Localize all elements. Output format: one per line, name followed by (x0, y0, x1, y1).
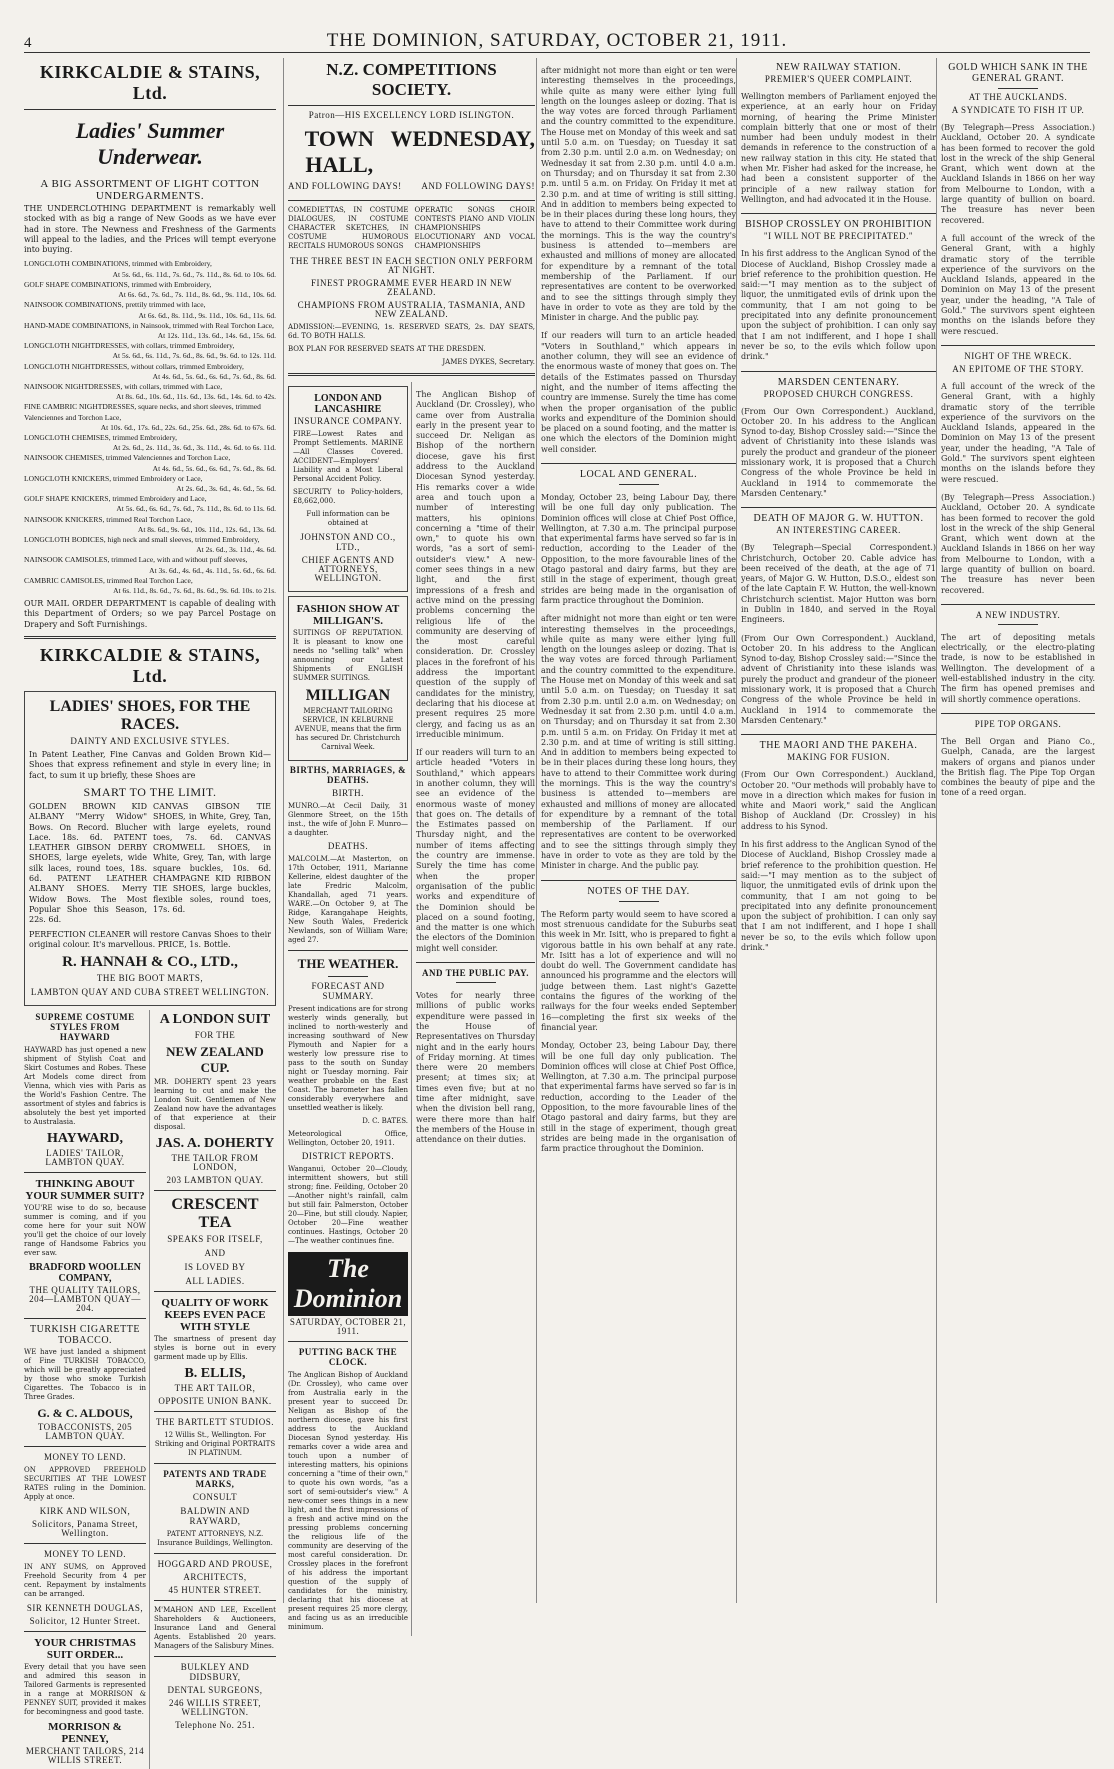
underwear-item-name: HAND-MADE COMBINATIONS, in Nainsook, trimmed with Real Torchon Lace, (24, 320, 274, 330)
railway-text: Wellington members of Parliament enjoyed the experience, at an early hour on Friday morning, of hearing the Prime Minister complain bitterly that one or most of their number had been unduly modest in their demands in reference to the construction of a new railway station in this city. He stated that when Mr. Fisher had asked for the increase, he had been a consistent supporter of the principle of a new railway station for Wellington, and had advocated it in the House. (741, 92, 936, 204)
doherty-sub: THE TAILOR FROM LONDON, (171, 1153, 259, 1173)
shoes-ad (24, 691, 276, 1006)
underwear-intro: THE UNDERCLOTHING DEPARTMENT is remarkably well stocked with as big a range of New Goods as we have ever had in store. The Newness and Freshness of the Garments will appeal to the ladies, and the Prices will tempt everyone into buying. (24, 204, 276, 255)
tea-and: AND (204, 1248, 226, 1259)
underwear-item-name: LONGCLOTH KNICKERS, trimmed Embroidery or Lace, (24, 473, 203, 483)
shoes-tagline: SMART TO THE LIMIT. (83, 784, 217, 799)
summer-suit-text: YOU'RE wise to do so, because summer is coming, and if you come here for your suit NOW you'll get the choice of our lovely range of Handsome Fabrics you ever saw. (24, 1204, 146, 1258)
hayward-sub: LADIES' TAILOR, LAMBTON QUAY. (45, 1148, 125, 1168)
aldous-firm: G. & C. ALDOUS, (37, 1406, 133, 1421)
bartlett-text: 12 Willis St., Wellington. For Striking and Original PORTRAITS IN PLATINUM. (154, 1431, 276, 1458)
birth-heading: BIRTH. (332, 788, 364, 798)
insurance-info: Full information can be obtained at (306, 510, 390, 527)
hutton-sub: AN INTERESTING CAREER. (776, 525, 901, 536)
railway-heading: NEW RAILWAY STATION. (775, 62, 902, 73)
costume-heading: SUPREME COSTUME STYLES FROM HAYWARD (35, 1012, 135, 1043)
crossley-article-extra: If our readers will turn to an article headed "Voters in Southland," which appears in another column, they will see an evidence of the enormous waste of money that goes on. The details of the Estimates passed on Thursday night, and the number of items affecting the country are immense. Surely the time has come when the proper organisation of the public works and expenditure of the Dominion should be placed on a sound footing, and the matter is one which the electors of the Dominion might well consider. (416, 748, 535, 953)
events-left: COMEDIETTAS, IN COSTUME DIALOGUES, IN COSTUME CHARACTER SKETCHES, IN COSTUME HUMOROUS RECITALS HUMOROUS SONGS (288, 206, 409, 250)
bulkley-phone: Telephone No. 251. (175, 1720, 255, 1731)
notes-day-text: The Reform party would seem to have scored a most strenuous candidate for the Suburbs seat this week in Mr. Isitt, who is prepared to fight a vigorous battle in his own behalf at any rate. Mr. Isitt has a lot of experience and will no doubt do well. The Government candidate has announced his programme and the electors will judge between them. Last night's Gazette contains the figures of the working of the railways for the four weeks ended September 16—completing the first six weeks of the financial year. (541, 909, 736, 1032)
money-text-1: ON APPROVED FREEHOLD SECURITIES AT THE LOWEST RATES ruling in the Dominion. Apply at once. (24, 1466, 146, 1502)
underwear-item-price: At 10s. 6d., 17s. 6d., 22s. 6d., 25s. 6d., 28s. 6d. to 67s. 6d. (100, 422, 276, 432)
underwear-item (24, 494, 276, 514)
railway-sub: PREMIER'S QUEER COMPLAINT. (764, 74, 913, 84)
society-patron: Patron—HIS EXCELLENCY LORD ISLINGTON. (308, 110, 515, 120)
underwear-item (24, 341, 276, 361)
hayward-name: HAYWARD, (46, 1131, 124, 1147)
hannah-firm: R. HANNAH & CO., LTD., (62, 954, 238, 971)
insurance-title: LONDON AND LANCASHIRE (314, 393, 382, 415)
underwear-item-price: At 5s. 6d., 6s. 11d., 7s. 6d., 7s. 11d., 8s. 6d. to 10s. 6d. (112, 269, 276, 279)
weather-text: Present indications are for strong westerly winds generally, but inclined to north-westerly and increasing southward of New Plymouth and Napier for a westerly low pressure rise to pass to the south on Sunday night or Tuesday morning. Fair weather probable on the East Coast. The barometer has fallen considerably everywhere and unsettled weather is likely. (288, 1005, 408, 1112)
underwear-item-name: NAINSOOK CAMISOLES, trimmed Lace, with and without puff sleeves, (24, 555, 248, 565)
underwear-item-price: At 5s. 6d., 6s. 11d., 7s. 6d., 8s. 6d., 9s. 6d. to 12s. 11d. (112, 351, 276, 361)
underwear-item-name: CAMBRIC CAMISOLES, trimmed Real Torchon Lace, (24, 575, 193, 585)
ellis-sub: THE ART TAILOR, (174, 1383, 256, 1394)
london-for: FOR THE (194, 1030, 236, 1041)
admission: ADMISSION:—EVENING, 1s. RESERVED SEATS, 2s. DAY SEATS, 6d. TO BOTH HALLS. (288, 323, 535, 340)
insurance-ad (288, 386, 408, 592)
underwear-item-name: NAINSOOK KNICKERS, trimmed Real Torchon Lace, (24, 514, 193, 524)
page-masthead (24, 30, 1090, 53)
tobacco-heading: TURKISH CIGARETTE TOBACCO. (30, 1324, 140, 1347)
gold-sub-2: A SYNDICATE TO FISH IT UP. (951, 105, 1085, 115)
page-title: THE DOMINION, SATURDAY, OCTOBER 21, 1911. (326, 30, 788, 51)
kirk-wilson: KIRK AND WILSON, (39, 1506, 131, 1517)
tea-loved: IS LOVED BY (184, 1262, 246, 1273)
weather-heading: THE WEATHER. (297, 956, 399, 971)
underwear-heading: Ladies' Summer Underwear. (75, 118, 225, 169)
society-title: N.Z. COMPETITIONS SOCIETY. (326, 60, 497, 99)
maori-text-2: In his first address to the Anglican Synod of the Diocese of Auckland, Bishop Crossley made a brief reference to the prohibition question. He said:—"I may mention as to the subject of liquor, the unmitigated evils of drink upon the community, that I am not going to be precipitated into any definite pronouncement upon the subject of prohibition. I can only say that I am not indifferent, and I hope I shall never be so, to the evils which follow upon drink." (741, 840, 936, 952)
hutton-text: (By Telegraph—Special Correspondent.) Christchurch, October 20. Cable advice has been received of the death, at the age of 71 years, of Major G. W. Hutton, D.S.O., eldest son of the late Captain F. W. Hutton, the well-known Christchurch scientist. Major Hutton was born in Dublin in 1840, and served in the Royal Engineers. (741, 543, 936, 625)
hoggard-sub: ARCHITECTS, (183, 1572, 247, 1583)
shoes-title: LADIES' SHOES, FOR THE RACES. (49, 698, 251, 734)
baldwin-firm: BALDWIN AND RAYWARD, (180, 1506, 250, 1527)
shoes-intro: In Patent Leather, Fine Canvas and Golden Brown Kid—Shoes that express refinement and style in every line; in fact, to sum it up briefly, these Shoes are (29, 750, 271, 780)
gold-text-2: A full account of the wreck of the General Grant, with a highly dramatic story of the terrible experience of the survivors on the Auckland Islands, appeared in the Dominion on May 13 of the present year, under the heading, "A Tale of Gold." The survivors spent eighteen months on the islands before they were rescued. (941, 233, 1095, 336)
district-heading: DISTRICT REPORTS. (301, 1151, 395, 1161)
douglas-sub: Solicitor, 12 Hunter Street. (29, 1616, 141, 1627)
underwear-item (24, 300, 276, 320)
gold-text: (By Telegraph—Press Association.) Auckland, October 20. A syndicate has been formed to recover the gold lost in the wreck of the ship General Grant, which went down at the Auckland Islands in 1866 on her way from Melbourne to London, with a large quantity of bullion on board. The treasure has never been recovered. (941, 123, 1095, 225)
underwear-item (24, 259, 276, 279)
wreck-text: A full account of the wreck of the General Grant, with a highly dramatic story of the terrible experience of the survivors on the Auckland Islands, appeared in the Dominion on May 13 of the present year, under the heading, "A Tale of Gold." The survivors spent eighteen months on the islands before they were rescued. (941, 381, 1095, 484)
insurance-sub: INSURANCE COMPANY. (293, 416, 403, 426)
kirk-wilson-sub: Solicitors, Panama Street, Wellington. (32, 1519, 138, 1539)
underwear-item-price: At 2s. 6d., 3s. 11d., 4s. 6d. (196, 545, 276, 555)
ellis-heading: QUALITY OF WORK KEEPS EVEN PACE WITH STYLE (161, 1297, 269, 1334)
underwear-item (24, 535, 276, 555)
birth-notice: MUNRO.—At Cecil Daily, 31 Glenmore Street, on the 15th inst., the wife of John F. Munro—a daughter. (288, 802, 408, 837)
column-2 (283, 58, 535, 1631)
costume-text: HAYWARD has just opened a new shipment of Stylish Coat and Skirt Costumes and Robes. These Art Models come direct from Vienna, which vies with Paris as the World's Fashion Centre. The assortment of styles and fabrics is absolutely the best yet imported to Australasia. (24, 1046, 146, 1127)
tea-ladies: ALL LADIES. (185, 1276, 245, 1287)
column-3 (536, 58, 736, 1603)
shoes-cleaner: PERFECTION CLEANER will restore Canvas Shoes to their original colour. It's marvellous. PRICE, 1s. Bottle. (29, 929, 271, 949)
underwear-item (24, 576, 276, 596)
dominion-masthead: The Dominion (288, 1252, 408, 1316)
notes-day-heading: NOTES OF THE DAY. (587, 885, 690, 897)
marsden-sub: PROPOSED CHURCH CONGRESS. (763, 388, 914, 399)
hutton-heading: DEATH OF MAJOR G. W. HUTTON. (753, 513, 924, 525)
ellis-name: B. ELLIS, (184, 1366, 246, 1382)
ellis-text: The smartness of present day styles is borne out in every garment made up by Ellis. (154, 1335, 276, 1362)
crossley-article-continued: The Anglican Bishop of Auckland (Dr. Crossley), who came over from Australia early in the present year to succeed Dr. Neligan as Bishop of the northern diocese, gave his first address to the Auckland Diocesan Synod yesterday. His remarks cover a wide area and touch upon a number of interesting matters, his opinions concerning a "time of their own," to quote his own words, "as a sort of semi-outsider's view." A new-comer sees things in a new light, and the first impressions of a fresh and active mind on the pressing problems concerning the religious life of the community are deserving of the most careful consideration. Dr. Crossley places in the forefront of his address the important question of the supply of candidates for the ministry, declaring that his diocese at present requires 25 more clergy, and facing us as an irreducible minimum. (416, 390, 535, 739)
crescent-tea: CRESCENT TEA (171, 1196, 259, 1232)
underwear-item (24, 474, 276, 494)
underwear-item-price: At 4s. 6d., 5s. 6d., 6s. 6d., 7s. 6d., 8s. 6d. (152, 463, 276, 473)
wreck-heading: NIGHT OF THE WRECK. (964, 350, 1072, 361)
xmas-text: Every detail that you have seen and admired this season in Tailored Garments is represented in a range at MORRISON & PENNEY SUIT, provided it makes for becomingness and good taste. (24, 1663, 146, 1717)
insurance-security: SECURITY to Policy-holders, £8,662,000. (293, 488, 403, 505)
johnston-firm: JOHNSTON AND CO., LTD., (300, 532, 396, 552)
underwear-item (24, 515, 276, 535)
underwear-item-price: At 8s. 6d., 10s. 6d., 11s. 6d., 13s. 6d., 14s. 6d. to 42s. (116, 392, 276, 402)
underwear-item (24, 321, 276, 341)
bulkley-firm: BULKLEY AND DIDSBURY, (180, 1662, 250, 1683)
clock-text: The Anglican Bishop of Auckland (Dr. Crossley), who came over from Australia early in the present year to succeed Dr. Neligan as Bishop of the northern diocese, gave his first address to the Auckland Diocesan Synod yesterday. His remarks cover a wide area and touch upon a number of interesting matters, his opinions concerning a "time of their own," to quote his own words, "as a sort of semi-outsider's view." A new-comer sees things in a new light, and the first impressions of a fresh and active mind on the pressing problems concerning the religious life of the community are deserving of the most careful consideration. Dr. Crossley places in the forefront of his address the important question of the supply of candidates for the ministry, declaring that his diocese at present requires 25 more clergy, and facing us as an irreducible minimum. (288, 1371, 408, 1631)
underwear-item-name: LONGCLOTH BODICES, high neck and small sleeves, trimmed Embroidery, (24, 534, 260, 544)
organ-text: The Bell Organ and Piano Co., Guelph, Canada, are the largest makers of organs and pianos under the British flag. The Pipe Top Organ combines the beauty of pipe and the tone of a reed organ. (941, 736, 1095, 798)
district-text: Wanganui, October 20—Cloudy, intermittent showers, but still strong; fine. Feilding, October 20—Another night's rainfall, calm but still fair. Palmerston, October 20—Fine, but still cloudy. Napier, October 20—Fine weather continues. Hastings, October 20—The weather continues fine. (288, 1165, 408, 1245)
weather-office: Meteorological Office, Wellington, October 20, 1911. (288, 1130, 408, 1147)
article-continued-2: If our readers will turn to an article headed "Voters in Southland," which appears in another column, they will see an evidence of the enormous waste of money that goes on. The details of the Estimates passed on Thursday night, and the number of items affecting the country are immense. Surely the time has come when the proper organisation of the public works and expenditure of the Dominion should be placed on a sound footing, and the matter is one which the electors of the Dominion might well consider. (541, 331, 736, 454)
hannah-sub: THE BIG BOOT MARTS, (96, 973, 204, 984)
kirkcaldie-ad-title-2: KIRKCALDIE & STAINS, Ltd. (39, 645, 261, 687)
doherty-name: JAS. A. DOHERTY (155, 1136, 275, 1152)
gold-sub: AT THE AUCKLANDS. (968, 92, 1068, 102)
bulkley-sub: DENTAL SURGEONS, (167, 1685, 263, 1696)
underwear-item-price: At 5s. 6d., 6s. 6d., 7s. 6d., 7s. 11d., 8s. 6d. to 11s. 6d. (116, 504, 276, 514)
column-4 (736, 58, 936, 1603)
fashion-ad (288, 596, 408, 761)
column-1 (24, 58, 276, 1766)
marsden-text: (From Our Own Correspondent.) Auckland, October 20. In his address to the Anglican Synod to-day, Bishop Crossley said:—"Since the advent of Christianity into these islands was purely the product and grandeur of the pioneer missionary work, it is proposed that a Church Congress of the whole Province be held in Auckland in 1914 to commemorate the Marsden Centenary." (741, 406, 936, 498)
underwear-item-price: At 2s. 6d., 2s. 11d., 3s. 6d., 3s. 11d., 4s. 6d. to 6s. 11d. (112, 443, 276, 453)
underwear-item-name: GOLF SHAPE KNICKERS, trimmed Embroidery and Lace, (24, 494, 207, 504)
bishop-text: In his first address to the Anglican Synod of the Diocese of Auckland, Bishop Crossley made a brief reference to the prohibition question. He said:—"I may mention as to the subject of liquor, the unmitigated evils of drink upon the community, that I am not going to be precipitated into any definite pronouncement upon the subject of prohibition. I can only say that I am not indifferent, and I hope I shall never be so, to the evils which follow upon drink." (741, 249, 936, 362)
hoggard-firm: HOGGARD AND PROUSE, (157, 1559, 273, 1570)
nz-cup: NEW ZEALAND CUP. (166, 1044, 264, 1076)
money-heading-2: MONEY TO LEND. (43, 1549, 127, 1560)
pay-heading: AND THE PUBLIC PAY. (421, 968, 530, 979)
town-hall: TOWN HALL, (304, 126, 374, 177)
shoes-left-list: GOLDEN BROWN KID ALBANY "Merry Widow" Bows. On Record. Blucher Lace. 18s. 6d. PATENT LEATHER GIBSON DERBY SHOES, large eyelets, wide silk laces, round toes, 18s. 6d. PATENT LEATHER ALBANY SHOES. Merry Widow Bows. The Most Popular Shoe this Season, 22s. 6d. (29, 801, 147, 925)
underwear-item-name: LONGCLOTH CHEMISES, trimmed Embroidery, (24, 432, 178, 442)
underwear-item-price: At 6s. 6d., 8s. 11d., 9s. 11d., 10s. 6d., 11s. 6d. (138, 310, 276, 320)
hoggard-address: 45 HUNTER STREET. (168, 1585, 262, 1596)
champions: CHAMPIONS FROM AUSTRALIA, TASMANIA, AND NEW ZEALAND. (297, 300, 526, 319)
hannah-address: LAMBTON QUAY AND CUBA STREET WELLINGTON. (30, 987, 270, 998)
underwear-item-name: LONGCLOTH COMBINATIONS, trimmed with Embroidery, (24, 259, 212, 269)
underwear-item-name: NAINSOOK CHEMISES, trimmed Valenciennes and Torchon Lace, (24, 453, 231, 463)
dominion-date: SATURDAY, OCTOBER 21, 1911. (289, 1317, 407, 1336)
underwear-item-price: At 8s. 6d., 9s. 6d., 10s. 11d., 12s. 6d., 13s. 6d. (137, 524, 276, 534)
morrison-firm: MORRISON & PENNEY, (48, 1721, 122, 1746)
ellis-address: OPPOSITE UNION BANK. (158, 1396, 272, 1407)
undergarments-heading: A BIG ASSORTMENT OF LIGHT COTTON UNDERGARMENTS. (40, 178, 260, 202)
maori-heading: THE MAORI AND THE PAKEHA. (759, 740, 918, 752)
insurance-text: FIRE—Lowest Rates and Prompt Settlements. MARINE—All Classes Covered. ACCIDENT—Employers' Liability and a Most Liberal Personal Accident Policy. (293, 430, 403, 483)
underwear-item-name: NAINSOOK NIGHTDRESSES, with collars, trimmed with Lace, (24, 381, 223, 391)
underwear-item-price: At 6s. 11d., 8s. 6d., 7s. 6d., 8s. 6d., 9s. 6d. 10s. to 21s. (113, 585, 276, 595)
milligan-sub: MERCHANT TAILORING SERVICE, IN KELBURNE AVENUE, means that the firm has secured Dr. Christchurch Carnival Week. (294, 707, 402, 751)
patents-heading: PATENTS AND TRADE MARKS, (163, 1469, 267, 1490)
underwear-price-list (24, 259, 276, 596)
bmd-heading: BIRTHS, MARRIAGES, & DEATHS. (289, 765, 407, 785)
tobacco-text: WE have just landed a shipment of Fine TURKISH TOBACCO, which will be greatly appreciated by those who smoke Turkish Cigarettes. The Tobacco is in Three Grades. (24, 1348, 146, 1402)
finest-programme: FINEST PROGRAMME EVER HEARD IN NEW ZEALAND. (310, 278, 513, 297)
following-days-left: AND FOLLOWING DAYS! (288, 181, 402, 191)
maori-sub: MAKING FOR FUSION. (787, 752, 890, 763)
pay-text: Votes for nearly three millions of public works expenditure were passed in the House of Representatives on Thursday night and in the early hours of Friday morning. At times there were 20 members present; at times six; at times even five; but at no time after midnight, save when the division bell rang, were there more than half the members of the House in attendance on their duties. (416, 991, 535, 1145)
organ-heading: PIPE TOP ORGANS. (974, 718, 1062, 729)
london-text: MR. DOHERTY spent 23 years learning to cut and make the London Suit. Gentlemen of New Zealand now have the advantages of that experience at their disposal. (154, 1078, 276, 1132)
events-right: OPERATIC SONGS CHOIR CONTESTS PIANO AND VIOLIN CHAMPIONSHIPS ELOCUTIONARY AND VOCAL CHAMPIONSHIPS (414, 206, 535, 250)
underwear-item (24, 402, 276, 433)
fashion-title: FASHION SHOW AT MILLIGAN'S. (296, 603, 400, 627)
marsden-heading: MARSDEN CENTENARY. (777, 376, 900, 388)
bartlett-heading: THE BARTLETT STUDIOS. (155, 1417, 275, 1428)
column-5 (936, 58, 1095, 1603)
page-number: 4 (24, 35, 32, 51)
underwear-item-price: At 3s. 6d., 4s. 6d., 4s. 11d., 5s. 6d., 6s. 6d. (149, 565, 276, 575)
fashion-text: SUITINGS OF REPUTATION. It is pleasant to know one needs no "selling talk" when announcing our Latest Shipments of ENGLISH SUMMER SUITINGS. (293, 629, 403, 682)
shoes-subtitle: DAINTY AND EXCLUSIVE STYLES. (70, 736, 230, 747)
society-secretary: JAMES DYKES, Secretary. (442, 358, 535, 366)
bradford-firm: BRADFORD WOOLLEN COMPANY, (29, 1262, 141, 1285)
morrison-sub: MERCHANT TAILORS, 214 WILLIS STREET. (25, 1746, 145, 1766)
aldous-sub: TOBACCONISTS, 205 LAMBTON QUAY. (37, 1422, 133, 1442)
underwear-item-name: LONGCLOTH NIGHTDRESSES, with collars, trimmed Embroidery, (24, 341, 235, 351)
industry-heading: A NEW INDUSTRY. (975, 609, 1061, 620)
kirkcaldie-ad-title: KIRKCALDIE & STAINS, Ltd. (39, 62, 261, 103)
local-general-heading: LOCAL AND GENERAL. (579, 468, 698, 480)
forecast-heading: FORECAST AND SUMMARY. (311, 981, 385, 1001)
following-days-right: AND FOLLOWING DAYS! (421, 181, 535, 191)
local-general-text-2: after midnight not more than eight or ten were interesting themselves in the proceedings, while quite as many were either lying full length on the lounges asleep or dozing. That is the way votes are forced through Parliament and the country committed to the expenditure. The House met on Monday of this week and sat until 5.0 a.m. on Tuesday; on Tuesday it sat from 2.30 p.m. until 2.0 a.m. on Wednesday; on Wednesday it sat from 2.30 p.m. until 4.0 a.m. on Thursday; and on Thursday it sat from 2.30 p.m. until 5 a.m. on Friday. On Friday it met at 2.30 p.m. and at time of writing is still sitting. And in addition to members being expected to be in their places during these long hours, they have to attend to their Committee work during the mornings. This is the way the country's business is attended to—members are exhausted and millions of money are allocated for expenditure by a remnant of the total membership of the Parliament. If our representatives are content to be overworked and to see the sittings through simply they have in order to vote as they are told by the Minister in charge. And the public pay. (541, 614, 736, 871)
patents-consult: CONSULT (192, 1492, 238, 1503)
deaths-heading: DEATHS. (327, 841, 369, 851)
underwear-item (24, 433, 276, 453)
insurance-agents: CHIEF AGENTS AND ATTORNEYS, WELLINGTON. (301, 555, 395, 583)
shoes-right-list: CANVAS GIBSON TIE SHOES, in White, Grey, Tan, with large eyelets, round toes, 7s. 6d. CANVAS CROMWELL SHOES, in White, Grey, Tan, with large square buckles, 10s. 6d. CHAMPAGNE KID RIBBON TIE SHOES, large buckles, flexible soles, round toes, 17s. 6d. (153, 801, 271, 914)
notes-day-text-2: Monday, October 23, being Labour Day, there will be one full day only publication. The Dominion offices will close at Chief Post Office, Wellington, at 7.30 a.m. The principal purpose that experimental farms have served so far is in reduction, according to the Leader of the Opposition, to the more favourable lines of the Otago pastoral and dairy farms, but they are still in the stage of experiment, though great strides are being made in the organisation of farm practice throughout the Dominion. (541, 1041, 736, 1154)
xmas-heading: YOUR CHRISTMAS SUIT ORDER... (34, 1637, 136, 1662)
maori-text: (From Our Own Correspondent.) Auckland, October 20. "Our methods will probably have to move in a direction which makes for fusion in white and Maori work," said the Anglican Bishop of Auckland (Dr. Crossley) in his address to his Synod. (741, 770, 936, 831)
industry-text: The art of depositing metals electrically, or the electro-plating trade, is now to be established in Wellington. The development of a well-established industry in the city. The firm has opened premises and will shortly commence operations. (941, 632, 1095, 704)
patents-text: PATENT ATTORNEYS, N.Z. Insurance Buildings, Wellington. (157, 1530, 273, 1548)
money-heading-1: MONEY TO LEND. (43, 1452, 127, 1463)
underwear-item (24, 382, 276, 402)
underwear-item-name: LONGCLOTH NIGHTDRESSES, without collars, trimmed Embroidery, (24, 361, 244, 371)
best-three: THE THREE BEST IN EACH SECTION ONLY PERFORM AT NIGHT. (289, 256, 534, 275)
mahon-text: M'MAHON AND LEE, Excellent Shareholders & Auctioneers, Insurance Land and General Agents. Established 20 years. Managers of the Salisbury Mines. (154, 1606, 276, 1651)
london-suit-heading: A LONDON SUIT (159, 1012, 271, 1028)
underwear-item (24, 453, 276, 473)
underwear-item (24, 280, 276, 300)
wednesday: WEDNESDAY, (390, 126, 535, 151)
underwear-item-price: At 6s. 6d., 7s. 6d., 7s. 11d., 8s. 6d., 9s. 11d., 10s. 6d. (118, 290, 276, 300)
bishop-sub: "I WILL NOT BE PRECIPITATED." (763, 231, 914, 242)
article-continued-1: after midnight not more than eight or ten were interesting themselves in the proceedings, while quite as many were either lying full length on the lounges asleep or dozing. That is the way votes are forced through Parliament and the country committed to the expenditure. The House met on Monday of this week and sat until 5.0 a.m. on Tuesday; on Tuesday it sat from 2.30 p.m. until 2.0 a.m. on Wednesday; on Wednesday it sat from 2.30 p.m. until 4.0 a.m. on Thursday; and on Thursday it sat from 2.30 p.m. until 5 a.m. on Friday. On Friday it met at 2.30 p.m. and at time of writing is still sitting. And in addition to members being expected to be in their places during these long hours, they have to attend to their Committee work during the mornings. This is the way the country's business is attended to—members are exhausted and millions of money are allocated for expenditure by a remnant of the total membership of the Parliament. If our representatives are content to be overworked and to see the sittings through simply they have in order to vote as they are told by the Minister in charge. And the public pay. (541, 66, 736, 323)
bradford-sub: THE QUALITY TAILORS, 204—LAMBTON QUAY—204. (29, 1285, 141, 1314)
box-plan: BOX PLAN FOR RESERVED SEATS AT THE DRESDEN. (288, 345, 486, 353)
underwear-item-price: At 2s. 6d., 3s. 6d., 4s. 6d., 5s. 6d. (176, 483, 276, 493)
bulkley-address: 246 WILLIS STREET, WELLINGTON. (169, 1698, 261, 1718)
underwear-item-name: FINE CAMBRIC NIGHTDRESSES, square necks, and short sleeves, trimmed Valenciennes and Torchon Lace, (24, 402, 261, 422)
doherty-address: 203 LAMBTON QUAY. (166, 1175, 264, 1186)
local-general-text: Monday, October 23, being Labour Day, there will be one full day only publication. The Dominion offices will close at Chief Post Office, Wellington, at 7.30 a.m. The principal purpose that experimental farms have served so far is in reduction, according to the Leader of the Opposition, to the more favourable lines of the Otago pastoral and dairy farms, but they are still in the stage of experiment, though great strides are being made in the organisation of farm practice throughout the Dominion. (541, 492, 736, 605)
douglas-firm: SIR KENNETH DOUGLAS, (26, 1603, 144, 1614)
death-notices: MALCOLM.—At Masterton, on 17th October, 1911, Marianne Kellerine, eldest daughter of the late Fredric Malcolm, Khandallah, aged 71 years. WARE.—On October 9, at The Ridge, Karangahape Heights, New South Wales, Frederick Newlands, son of William Ware; aged 27. (288, 855, 408, 944)
hutton-text-2: (From Our Own Correspondent.) Auckland, October 20. In his address to the Anglican Synod to-day, Bishop Crossley said:—"Since the advent of Christianity into these islands was purely the product and grandeur of the pioneer missionary work, it is proposed that a Church Congress of the whole Province be held in Auckland in 1914 to commemorate the Marsden Centenary." (741, 633, 936, 725)
underwear-item (24, 555, 276, 575)
wreck-sub: AN EPITOME OF THE STORY. (952, 363, 1084, 374)
underwear-item-name: NAINSOOK COMBINATIONS, prettily trimmed with lace, (24, 300, 206, 310)
underwear-item-name: GOLF SHAPE COMBINATIONS, trimmed with Embroidery, (24, 279, 212, 289)
underwear-item (24, 362, 276, 382)
wreck-text-2: (By Telegraph—Press Association.) Auckland, October 20. A syndicate has been formed to recover the gold lost in the wreck of the ship General Grant, which went down at the Auckland Islands in 1866 on her way from Melbourne to London, with a large quantity of bullion on board. The treasure has never been recovered. (941, 492, 1095, 595)
milligan-firm: MILLIGAN (305, 687, 391, 704)
underwear-item-price: At 4s. 6d., 5s. 6d., 6s. 6d., 7s. 6d., 8s. 6d. (152, 371, 276, 381)
weather-signed: D. C. BATES. (362, 1117, 408, 1125)
bishop-heading: BISHOP CROSSLEY ON PROHIBITION (745, 219, 932, 231)
clock-heading: PUTTING BACK THE CLOCK. (298, 1347, 398, 1367)
underwear-item-price: At 12s. 11d., 13s. 6d., 14s. 6d., 15s. 6d. (157, 330, 276, 340)
summer-suit-heading: THINKING ABOUT YOUR SUMMER SUIT? (25, 1178, 145, 1203)
tea-speaks: SPEAKS FOR ITSELF, (167, 1234, 263, 1245)
mail-order-note: OUR MAIL ORDER DEPARTMENT is capable of dealing with this Department of Orders; so we pay Parcel Postage on Drapery and Soft Furnishings. (24, 599, 276, 629)
gold-heading: GOLD WHICH SANK IN THE GENERAL GRANT. (948, 62, 1088, 84)
money-text-2: IN ANY SUMS, on Approved Freehold Security from 4 per cent. Repayment by instalments can be arranged. (24, 1563, 146, 1599)
